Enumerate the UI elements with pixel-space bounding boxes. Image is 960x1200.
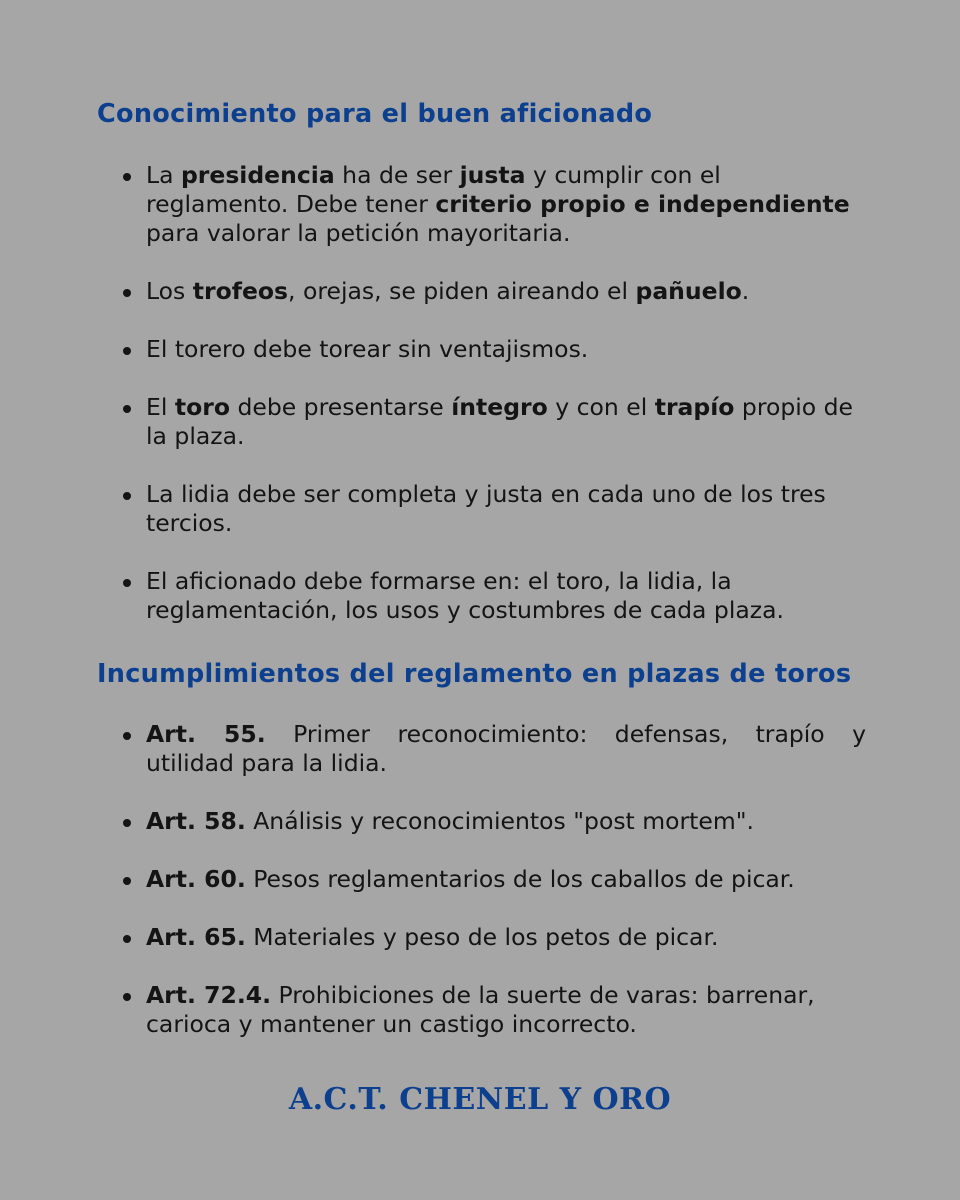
item-text: debe presentarse — [229, 393, 452, 421]
item-text: El — [146, 393, 175, 421]
list-item — [146, 393, 866, 451]
article-number: Art. 55. — [146, 720, 266, 748]
item-text: y cumplir con el reglamento. Debe tener — [146, 161, 721, 218]
item-text: y con el — [547, 393, 655, 421]
item-text: Prohibiciones de la suerte de varas: barrenar, carioca y mantener un castigo incorrecto. — [146, 981, 815, 1038]
list-item — [146, 923, 866, 952]
item-text: , orejas, se piden aireando el — [288, 277, 636, 305]
reglamento-list — [146, 720, 866, 1068]
item-bold-text: presidencia — [180, 161, 335, 189]
list-item — [146, 720, 866, 778]
list-item — [146, 865, 866, 894]
item-first-line — [146, 720, 866, 749]
list-item — [146, 161, 866, 248]
item-bold-text: íntegro — [451, 393, 548, 421]
item-text: Análisis y reconocimientos "post mortem". — [245, 807, 755, 835]
aficionado-list — [146, 161, 866, 654]
item-text: Los — [146, 277, 193, 305]
list-item — [146, 480, 866, 538]
item-text: ha de ser — [334, 161, 460, 189]
item-text: propio de la plaza. — [146, 393, 854, 450]
article-number: Art. 58. — [146, 807, 246, 835]
item-text: Primer reconocimiento: defensas, trapío y — [265, 720, 866, 748]
item-bold-text: criterio propio e independiente — [435, 190, 850, 218]
list-item — [146, 567, 866, 625]
item-text: para valorar la petición mayoritaria. — [146, 219, 571, 247]
list-item — [146, 335, 866, 364]
section-heading-incumplimientos: Incumplimientos del reglamento en plazas de toros — [97, 659, 852, 689]
article-number: Art. 72.4. — [146, 981, 272, 1009]
section-heading-aficionado: Conocimiento para el buen aficionado — [97, 99, 653, 129]
item-text: La lidia debe ser completa y justa en cada uno de los tres tercios. — [146, 480, 826, 537]
item-text: Pesos reglamentarios de los caballos de picar. — [245, 865, 795, 893]
list-item — [146, 807, 866, 836]
list-item — [146, 981, 866, 1039]
item-text: utilidad para la lidia. — [146, 749, 388, 777]
item-bold-text: pañuelo — [635, 277, 742, 305]
article-number: Art. 60. — [146, 865, 246, 893]
brand-footer: A.C.T. CHENEL Y ORO — [288, 1082, 672, 1117]
item-bold-text: trofeos — [192, 277, 289, 305]
item-bold-text: justa — [459, 161, 526, 189]
item-bold-text: toro — [174, 393, 230, 421]
item-text: . — [741, 277, 750, 305]
item-bold-text: trapío — [654, 393, 735, 421]
item-text: Materiales y peso de los petos de picar. — [245, 923, 719, 951]
item-text: El aficionado debe formarse en: el toro, la lidia, la reglamentación, los usos y costumbres de cada plaza. — [146, 567, 784, 624]
list-item — [146, 277, 866, 306]
item-text: El torero debe torear sin ventajismos. — [146, 335, 589, 363]
article-number: Art. 65. — [146, 923, 246, 951]
item-text: La — [146, 161, 181, 189]
